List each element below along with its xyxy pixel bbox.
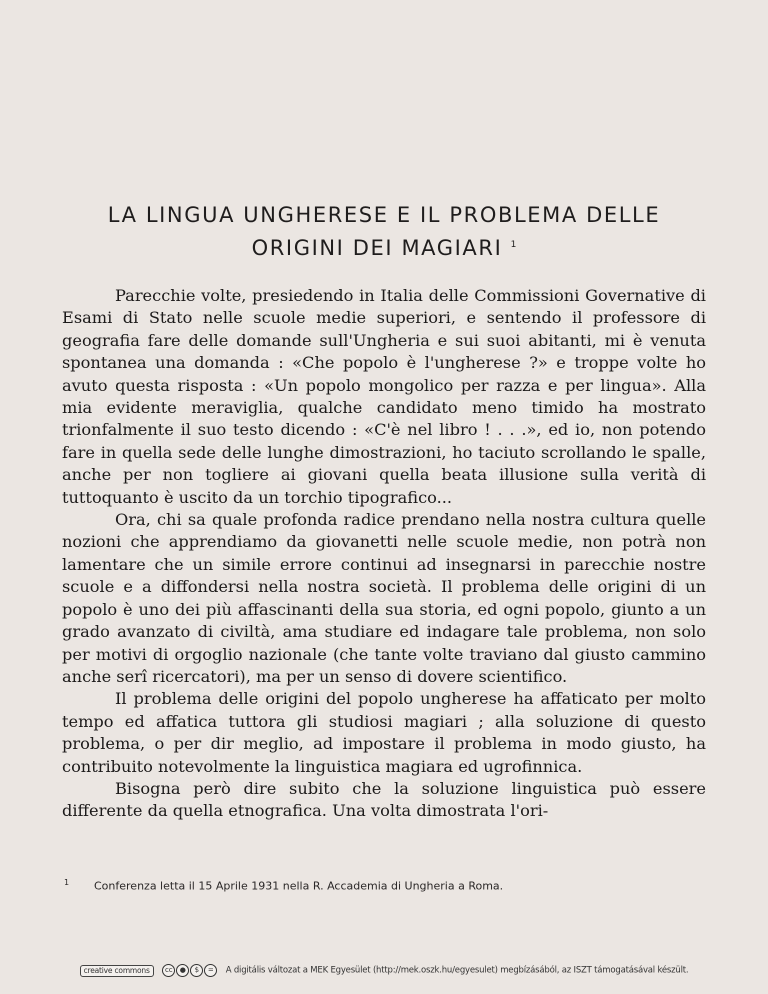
license-icons xyxy=(162,964,218,977)
by-icon: ● xyxy=(176,964,189,977)
nc-icon: $ xyxy=(190,964,203,977)
footnote xyxy=(62,878,706,893)
paragraph: Parecchie volte, presiedendo in Italia delle Commissioni Governative di Esami di Stato nelle scuole medie superiori, e sentendo il professore di geografia fare delle domande sull'Ungheria e sui suoi abitanti, mi è venuta spontanea una domanda : «Che popolo è l'ungherese ?» e troppe volte ho avuto questa risposta : «Un popolo mongolico per razza e per lingua». Alla mia evidente meraviglia, qualche candidato meno timido ha mostrato trionfalmente il suo testo dicendo : «C'è nel libro ! . . .», ed io, non potendo fare in quella sede delle lunghe dimostrazioni, ho taciuto scrollando le spalle, anche per non togliere ai giovani quella beata illusione sulla verità di tuttoquanto è uscito da un torchio tipografico... xyxy=(62,286,706,507)
nd-icon: = xyxy=(204,964,217,977)
title-line-2-text: ORIGINI DEI MAGIARI xyxy=(251,236,503,260)
title-line-1: LA LINGUA UNGHERESE E IL PROBLEMA DELLE xyxy=(107,203,661,227)
creative-commons-logo: creative commons xyxy=(80,965,154,977)
article-title xyxy=(60,200,708,263)
paragraph: Ora, chi sa quale profonda radice prendano nella nostra cultura quelle nozioni che apprendiamo da giovanetti nelle scuole medie, non potrà non lamentare che un simile errore continui ad insegnarsi in parecchie nostre scuole e a diffondersi nella nostra società. Il problema delle origini di un popolo è uno dei più affascinanti della sua storia, ed ogni popolo, giunto a un grado avanzato di civiltà, ama studiare ed indagare tale problema, non solo per motivi di orgoglio nazionale (che tante volte traviano dal giusto cammino anche serî ricercatori), ma per un senso di dovere scientifico. xyxy=(62,510,706,686)
paragraph: Il problema delle origini del popolo ungherese ha affaticato per molto tempo ed affatica tuttora gli studiosi magiari ; alla soluzione di questo problema, o per dir meglio, ad impostare il problema in modo giusto, ha contribuito notevolmente la linguistica magiara ed ugrofinnica. xyxy=(62,689,706,776)
footnote-reference: 1 xyxy=(510,240,517,250)
body-text xyxy=(62,285,706,823)
title-line-2 xyxy=(60,230,708,263)
footnote-mark: 1 xyxy=(64,878,70,887)
license-text: A digitális változat a MEK Egyesület (http://mek.oszk.hu/egyesulet) megbízásából, az ISZT támogatásával készült. xyxy=(225,965,689,976)
paragraph: Bisogna però dire subito che la soluzione linguistica può essere differente da quella etnografica. Una volta dimostrata l'ori- xyxy=(62,778,706,821)
license-banner xyxy=(0,964,768,977)
cc-icon: cc xyxy=(162,964,175,977)
footnote-text: Conferenza letta il 15 Aprile 1931 nella R. Accademia di Ungheria a Roma. xyxy=(94,879,504,893)
